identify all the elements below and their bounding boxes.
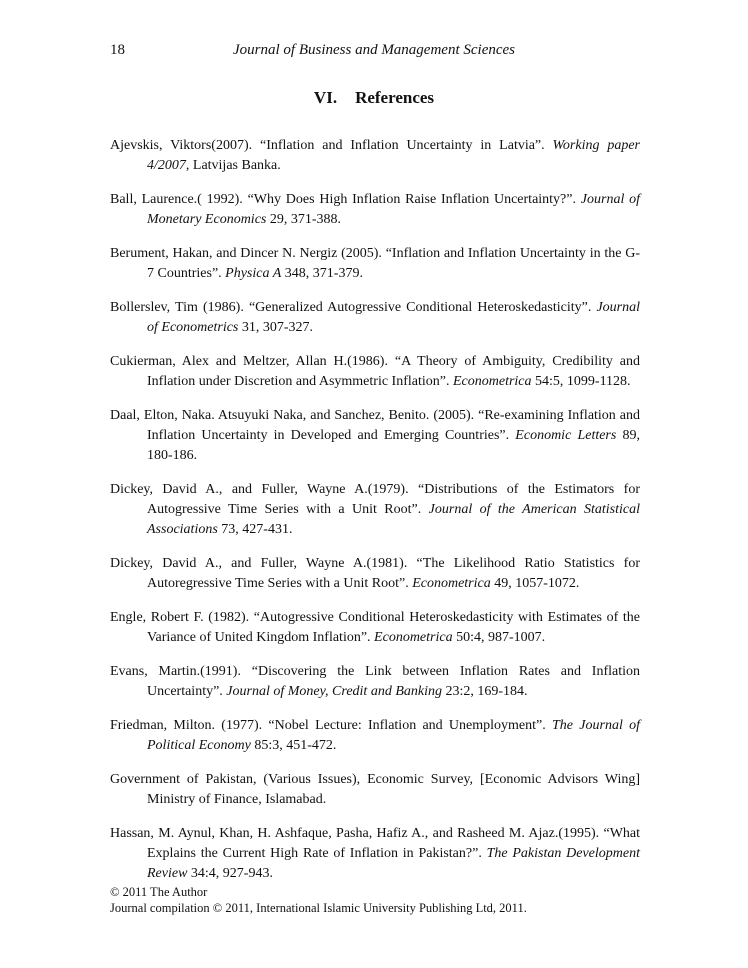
section-number: VI. (313, 88, 338, 107)
compilation-line: Journal compilation © 2011, International Islamic University Publishing Ltd, 2011. (110, 901, 527, 915)
reference-authors: Friedman, Milton. (1977). (110, 718, 263, 733)
reference-details: 348, 371-379. (281, 266, 363, 281)
reference-entry (110, 608, 640, 648)
reference-title: “Inflation and Inflation Uncertainty in Latvia”. (259, 138, 545, 153)
reference-entry (110, 406, 640, 466)
journal-running-head: Journal of Business and Management Sciences (232, 42, 516, 58)
reference-source: Journal of the American Statistical Associations (147, 502, 640, 537)
section-heading (0, 88, 748, 108)
reference-title: “Autogressive Conditional Heteroskedasticity with Estimates of the Variance of United Kingdom Inflation”. (147, 610, 641, 645)
reference-source: Journal of Monetary Economics (147, 192, 641, 227)
reference-source: Working paper 4/2007 (147, 138, 640, 173)
reference-authors: Evans, Martin.(1991). (110, 664, 241, 679)
reference-authors: Engle, Robert F. (1982). (110, 610, 250, 625)
reference-list (110, 136, 640, 898)
reference-authors: Ajevskis, Viktors(2007). (110, 138, 253, 153)
reference-details: 73, 427-431. (217, 522, 293, 537)
reference-details: 31, 307-327. (238, 320, 314, 335)
reference-title: “Generalized Autogressive Conditional Heteroskedasticity”. (248, 300, 592, 315)
reference-details: 85:3, 451-472. (250, 738, 337, 753)
reference-source: Journal of Money, Credit and Banking (226, 684, 442, 699)
copyright-footer (110, 884, 527, 916)
reference-title: “Re-examining Inflation and Inflation Uncertainty in Developed and Emerging Countries”. (147, 408, 640, 443)
reference-entry (110, 244, 640, 284)
reference-details: 34:4, 927-943. (187, 866, 273, 881)
reference-authors: Dickey, David A., and Fuller, Wayne A.(1979). (110, 482, 409, 497)
reference-title: “Why Does High Inflation Raise Inflation Uncertainty?”. (247, 192, 576, 207)
reference-entry (110, 716, 640, 756)
reference-source: Journal of Econometrics (147, 300, 641, 335)
reference-authors: Ball, Laurence.( 1992). (110, 192, 243, 207)
reference-entry (110, 662, 640, 702)
reference-authors: Cukierman, Alex and Meltzer, Allan H.(1986). (110, 354, 388, 369)
reference-details: 23:2, 169-184. (441, 684, 528, 699)
reference-authors: Bollerslev, Tim (1986). (110, 300, 244, 315)
reference-details: 54:5, 1099-1128. (531, 374, 631, 389)
reference-entry (110, 298, 640, 338)
reference-title: “Nobel Lecture: Inflation and Unemployment”. (268, 718, 546, 733)
reference-details: 49, 1057-1072. (490, 576, 580, 591)
reference-details: , Latvijas Banka. (185, 158, 281, 173)
reference-details: 29, 371-388. (266, 212, 342, 227)
section-title: References (355, 88, 435, 107)
copyright-line: © 2011 The Author (110, 885, 208, 899)
reference-entry (110, 136, 640, 176)
reference-title: “Distributions of the Estimators for Autogressive Time Series with a Unit Root”. (147, 482, 640, 517)
reference-entry (110, 480, 640, 540)
reference-source: Econometrica (452, 374, 532, 389)
reference-title: “Inflation and Inflation Uncertainty in the G-7 Countries”. (147, 246, 640, 281)
reference-source: Physica A (225, 266, 282, 281)
reference-source: The Pakistan Development Review (147, 846, 641, 881)
reference-entry (110, 824, 640, 884)
reference-authors: Daal, Elton, Naka. Atsuyuki Naka, and Sanchez, Benito. (2005). (110, 408, 475, 423)
reference-authors: Government of Pakistan, (Various Issues), (110, 772, 361, 787)
reference-authors: Hassan, M. Aynul, Khan, H. Ashfaque, Pasha, Hafiz A., and Rasheed M. Ajaz.(1995). (110, 826, 600, 841)
reference-source: Econometrica (412, 576, 491, 591)
reference-entry (110, 554, 640, 594)
reference-source: Econometrica (374, 630, 453, 645)
reference-title: “Discovering the Link between Inflation Rates and Inflation Uncertainty”. (147, 664, 640, 699)
reference-title: “What Explains the Current High Rate of Inflation in Pakistan?”. (147, 826, 641, 861)
reference-details: 50:4, 987-1007. (452, 630, 546, 645)
reference-details: 89, 180-186. (147, 428, 641, 463)
reference-entry (110, 190, 640, 230)
reference-source: The Journal of Political Economy (147, 718, 640, 753)
reference-source: Economic Letters (515, 428, 617, 443)
reference-title: “The Likelihood Ratio Statistics for Autoregressive Time Series with a Unit Root”. (147, 556, 640, 591)
reference-entry (110, 352, 640, 392)
reference-authors: Berument, Hakan, and Dincer N. Nergiz (2005). (110, 246, 382, 261)
reference-title: Economic Survey, [Economic Advisors Wing] Ministry of Finance, Islamabad. (147, 772, 641, 807)
reference-title: “A Theory of Ambiguity, Credibility and Inflation under Discretion and Asymmetric Inflation”. (147, 354, 640, 389)
reference-entry (110, 770, 640, 810)
reference-authors: Dickey, David A., and Fuller, Wayne A.(1981). (110, 556, 408, 571)
page-number: 18 (110, 42, 125, 58)
